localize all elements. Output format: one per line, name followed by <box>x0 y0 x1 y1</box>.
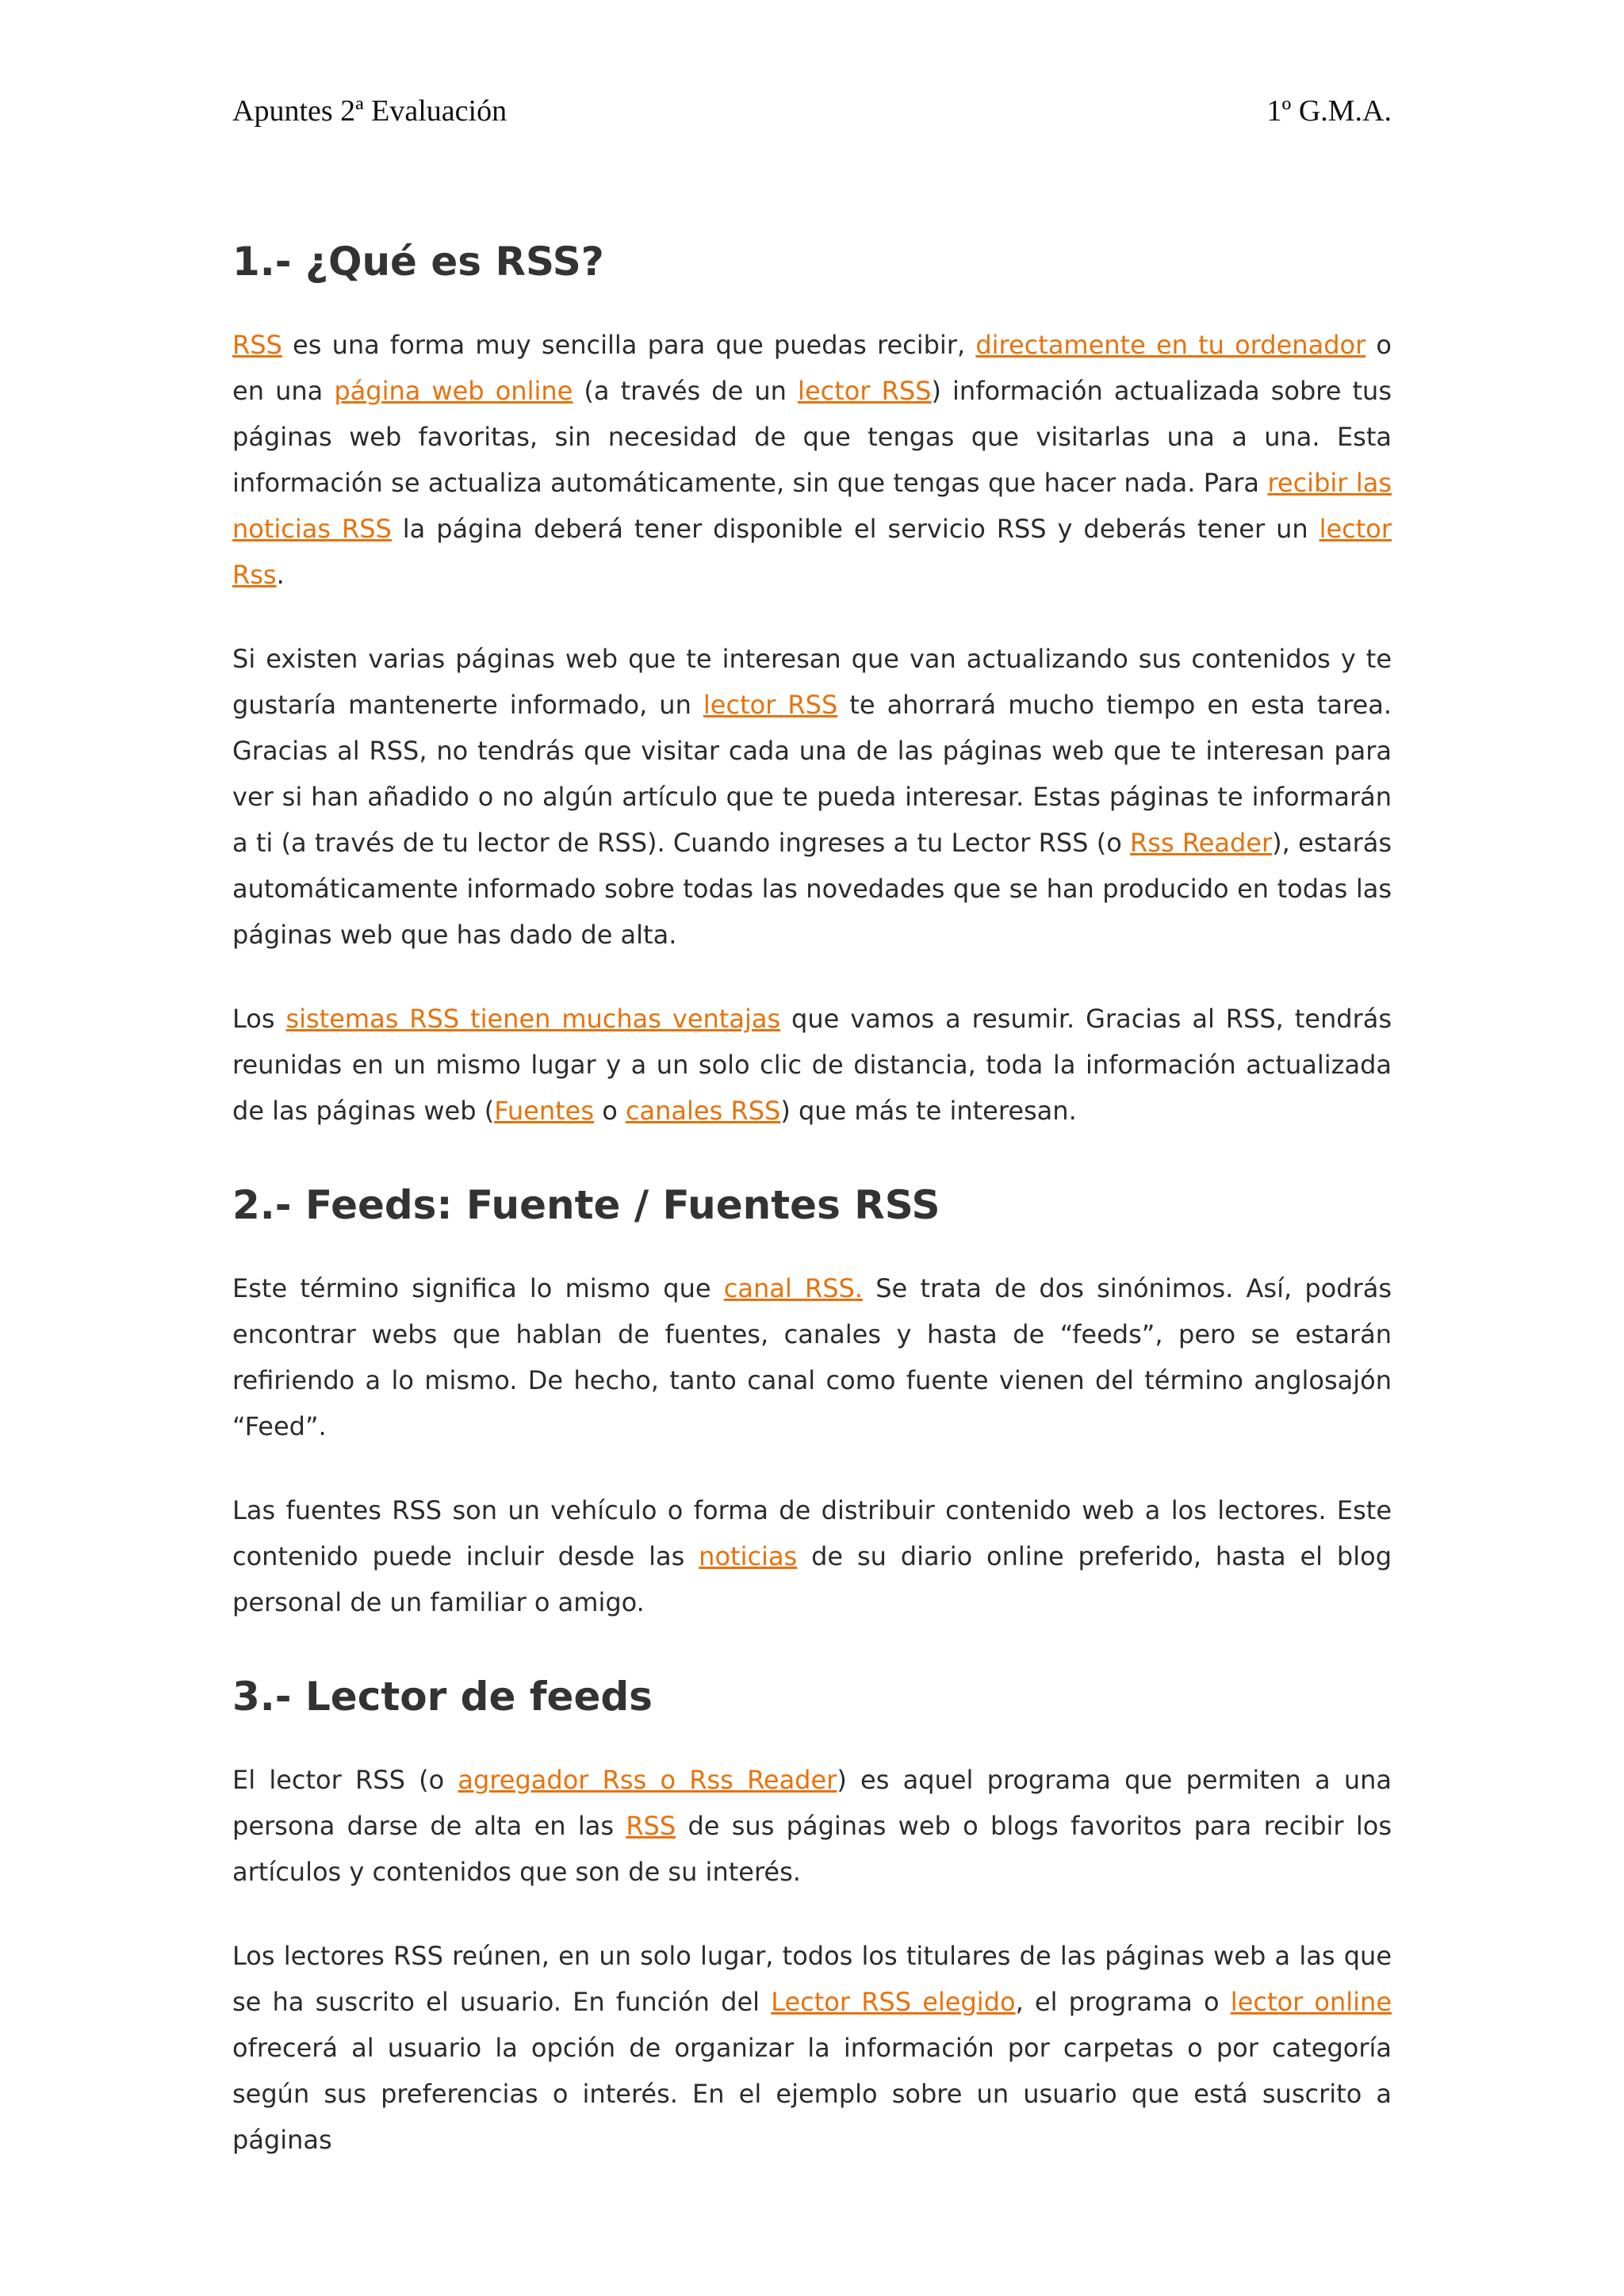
inline-link[interactable]: canal RSS. <box>723 1273 864 1303</box>
paragraph-text: Las fuentes RSS son un vehículo o forma de distribuir contenido web a los lectores. Este contenido puede incluir desde las <box>232 1495 1392 1571</box>
inline-link[interactable]: directamente en tu ordenador <box>975 330 1366 360</box>
paragraph-text: te ahorrará mucho tiempo en esta tarea. Gracias al RSS, no tendrás que visitar cada una de las páginas web que te interesan para ver si han añadido o no algún artículo que te pueda interesar. Estas páginas te informarán a ti (a través de tu lector de RSS). Cuando ingreses a tu Lector RSS (o <box>232 690 1392 858</box>
paragraph-text: de su diario online preferido, hasta el blog personal de un familiar o amigo. <box>232 1541 1392 1617</box>
paragraph <box>232 322 1392 598</box>
paragraph-text: . <box>276 560 285 590</box>
inline-link[interactable]: RSS <box>232 330 282 360</box>
paragraph-text: Si existen varias páginas web que te interesan que van actualizando sus contenidos y te gustaría mantenerte informado, un <box>232 644 1392 720</box>
paragraph-text: la página deberá tener disponible el servicio RSS y deberás tener un <box>391 514 1320 544</box>
header-right: 1º G.M.A. <box>1266 94 1392 128</box>
inline-link[interactable]: noticias <box>699 1541 798 1571</box>
inline-link[interactable]: lector RSS <box>703 690 838 720</box>
document-content <box>232 238 1392 2201</box>
page-header <box>232 94 1392 128</box>
paragraph-text: ), estarás automáticamente informado sobre todas las novedades que se han producido en todas las páginas web que has dado de alta. <box>232 828 1392 950</box>
paragraph <box>232 1933 1392 2163</box>
paragraph-text: El lector RSS (o <box>232 1765 458 1795</box>
inline-link[interactable]: página web online <box>334 376 573 406</box>
section-heading: 2.- Feeds: Fuente / Fuentes RSS <box>232 1182 940 1228</box>
inline-link[interactable]: lector Rss <box>232 514 1392 590</box>
paragraph-text: Los <box>232 1004 286 1034</box>
inline-link[interactable]: sistemas RSS tienen muchas ventajas <box>285 1004 781 1034</box>
inline-link[interactable]: agregador Rss o Rss Reader <box>458 1765 837 1795</box>
paragraph <box>232 996 1392 1134</box>
inline-link[interactable]: lector RSS <box>798 376 932 406</box>
inline-link[interactable]: lector online <box>1230 1987 1392 2017</box>
paragraph <box>232 1757 1392 1895</box>
header-left: Apuntes 2ª Evaluación <box>232 94 508 128</box>
paragraph-text: ) que más te interesan. <box>780 1096 1077 1126</box>
paragraph-text: (a través de un <box>573 376 799 406</box>
paragraph-text: es una forma muy sencilla para que puedas recibir, <box>282 330 976 360</box>
inline-link[interactable]: RSS <box>626 1811 676 1841</box>
paragraph-text: de sus páginas web o blogs favoritos para recibir los artículos y contenidos que son de su interés. <box>232 1811 1392 1887</box>
section-rss <box>232 238 1392 1134</box>
inline-link[interactable]: canales RSS <box>625 1096 781 1126</box>
paragraph <box>232 1487 1392 1625</box>
paragraph-text: Se trata de dos sinónimos. Así, podrás encontrar webs que hablan de fuentes, canales y hasta de “feeds”, pero se estarán refiriendo a lo mismo. De hecho, tanto canal como fuente vienen del término anglosajón “Feed”. <box>232 1273 1392 1441</box>
section-reader <box>232 1673 1392 2163</box>
paragraph <box>232 636 1392 958</box>
inline-link[interactable]: Lector RSS elegido <box>771 1987 1016 2017</box>
paragraph-text: , el programa o <box>1015 1987 1231 2017</box>
paragraph-text: que vamos a resumir. Gracias al RSS, tendrás reunidas en un mismo lugar y a un solo clic de distancia, toda la información actualizada de las páginas web ( <box>232 1004 1392 1126</box>
paragraph-text: o en una <box>232 330 1392 406</box>
paragraph-text: o <box>594 1096 626 1126</box>
inline-link[interactable]: Rss Reader <box>1130 828 1273 858</box>
paragraph-text: ofrecerá al usuario la opción de organizar la información por carpetas o por categoría según sus preferencias o interés. En el ejemplo sobre un usuario que está suscrito a páginas <box>232 2033 1392 2155</box>
paragraph-text: Este término significa lo mismo que <box>232 1273 724 1303</box>
paragraph <box>232 1265 1392 1449</box>
paragraph-text: ) información actualizada sobre tus páginas web favoritas, sin necesidad de que tengas que visitarlas una a una. Esta información se actualiza automáticamente, sin que tengas que hacer nada. Para <box>232 376 1392 498</box>
section-heading: 1.- ¿Qué es RSS? <box>232 239 604 285</box>
inline-link[interactable]: Fuentes <box>494 1096 595 1126</box>
section-feeds <box>232 1181 1392 1625</box>
section-heading: 3.- Lector de feeds <box>232 1674 653 1720</box>
inline-link[interactable]: recibir las noticias RSS <box>232 468 1392 544</box>
paragraph-text: Los lectores RSS reúnen, en un solo lugar, todos los titulares de las páginas web a las que se ha suscrito el usuario. En función del <box>232 1941 1392 2017</box>
paragraph-text: ) es aquel programa que permiten a una persona darse de alta en las <box>232 1765 1392 1841</box>
